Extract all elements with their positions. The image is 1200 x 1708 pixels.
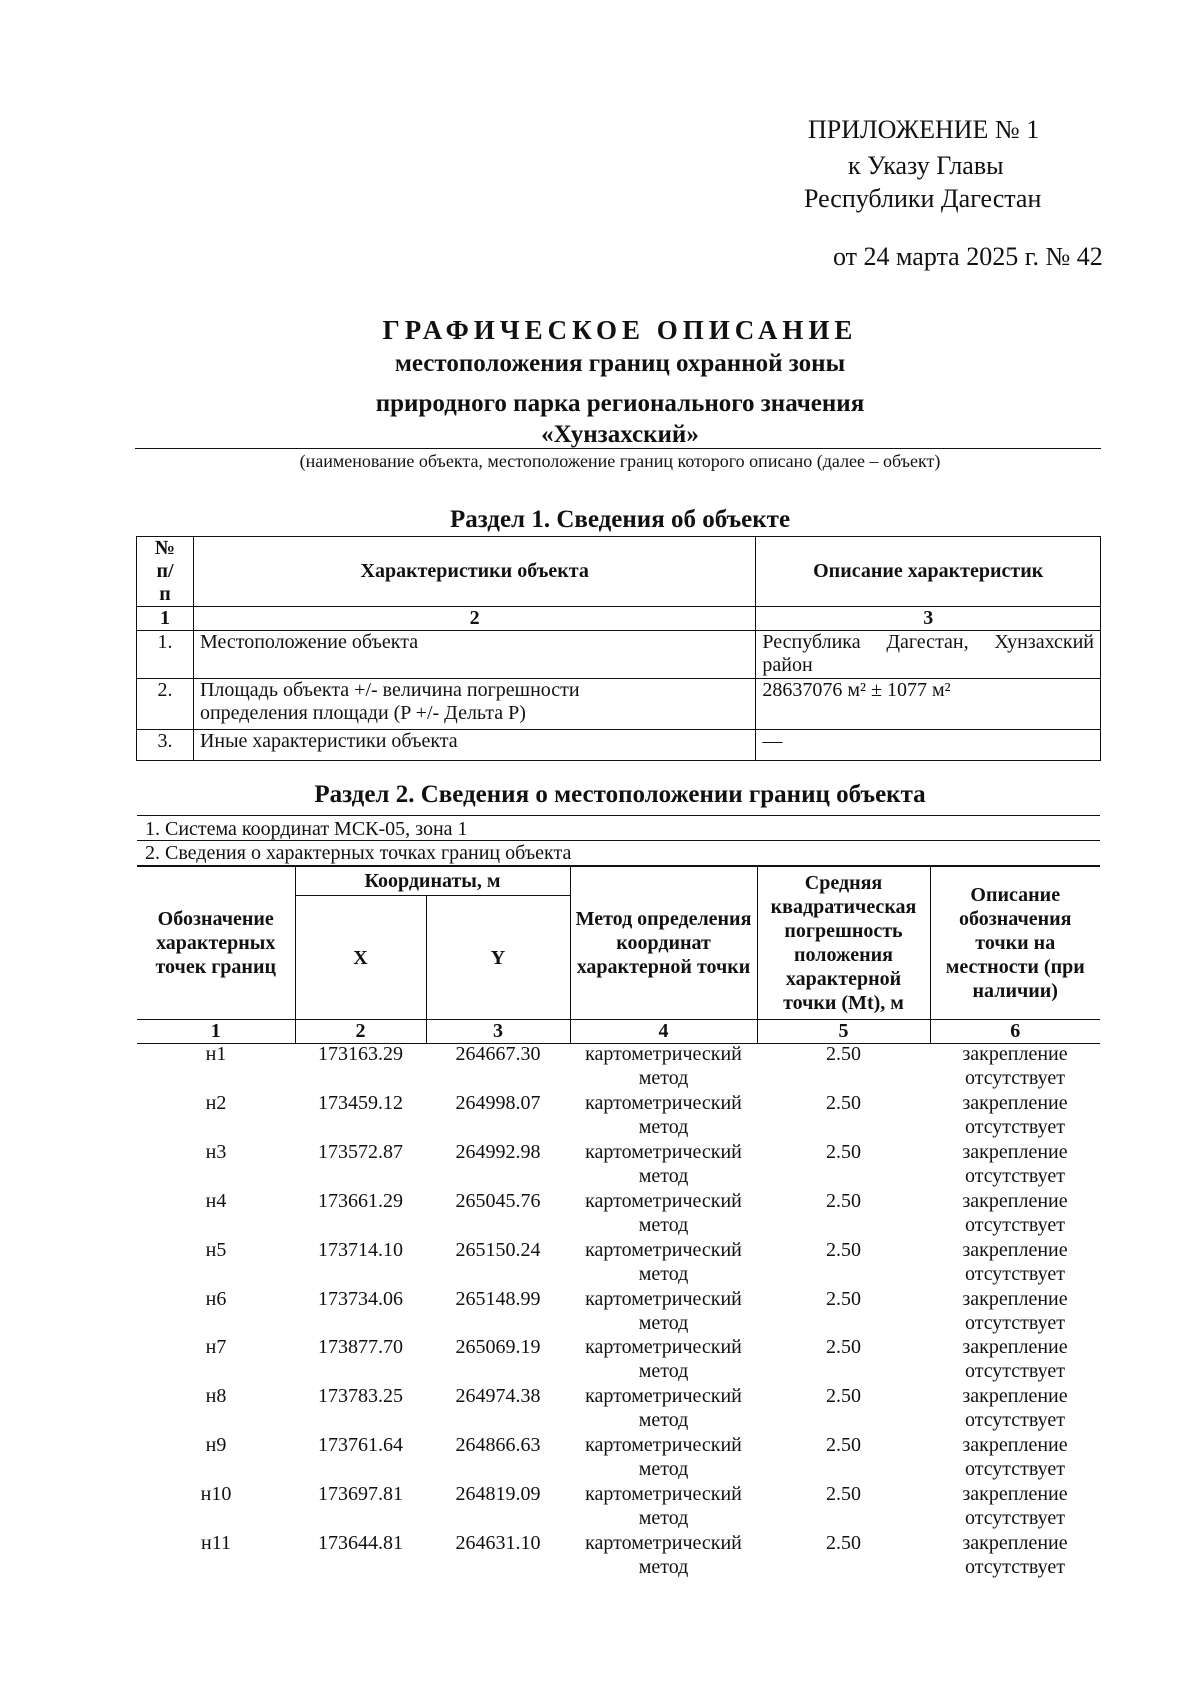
point-error: 2.50 <box>826 1532 861 1554</box>
table-row <box>137 631 1101 679</box>
point-method: картометрический метод <box>585 1532 742 1578</box>
table-row <box>137 679 1101 730</box>
characteristic-name: Иные характеристики объекта <box>193 730 755 761</box>
point-method: картометрический метод <box>585 1238 742 1285</box>
point-description: закрепление отсутствует <box>962 1532 1068 1578</box>
point-description: закрепление отсутствует <box>962 1336 1068 1383</box>
characteristic-value: Республика Дагестан, Хунзахский район <box>756 631 1101 679</box>
point-x: 173734.06 <box>318 1287 403 1310</box>
point-error: 2.50 <box>826 1238 861 1261</box>
appendix-date: от 24 марта 2025 г. № 42 <box>833 242 1103 271</box>
table-row <box>137 1189 1100 1237</box>
appendix-decree: к Указу Главы <box>848 151 1004 180</box>
point-id: н11 <box>201 1532 231 1554</box>
column-number: 3 <box>426 1020 570 1044</box>
point-x: 173459.12 <box>318 1091 403 1114</box>
point-x: 173783.25 <box>318 1385 403 1408</box>
point-description: закрепление отсутствует <box>962 1483 1068 1530</box>
table-row <box>137 1238 1100 1286</box>
point-x: 173877.70 <box>318 1336 403 1359</box>
point-description: закрепление отсутствует <box>962 1434 1068 1481</box>
row-number: 1. <box>137 631 194 679</box>
table-header-row <box>137 537 1101 607</box>
point-id: н10 <box>200 1483 232 1506</box>
point-id: н6 <box>205 1287 227 1310</box>
column-header: Характеристики объекта <box>193 537 755 607</box>
appendix-republic: Республики Дагестан <box>804 184 1042 213</box>
point-method: картометрический метод <box>585 1091 742 1138</box>
column-header: Метод определения координат характерной точки <box>570 867 757 1020</box>
column-number: 5 <box>757 1020 930 1044</box>
row-number: 3. <box>137 730 194 761</box>
point-error: 2.50 <box>826 1434 861 1457</box>
point-y: 264667.30 <box>455 1043 541 1065</box>
point-error: 2.50 <box>826 1483 861 1506</box>
point-y: 264974.38 <box>455 1385 541 1408</box>
appendix-title: ПРИЛОЖЕНИЕ № 1 <box>808 115 1040 144</box>
column-header: X <box>295 896 426 1020</box>
point-y: 264992.98 <box>455 1140 541 1163</box>
point-x: 173163.29 <box>318 1043 403 1065</box>
column-number: 2 <box>193 607 755 631</box>
table-row <box>137 1531 1100 1579</box>
column-header: Описание обозначения точки на местности (при наличии) <box>930 867 1100 1020</box>
column-number: 1 <box>137 607 194 631</box>
point-id: н5 <box>205 1238 227 1261</box>
point-description: закрепление отсутствует <box>962 1385 1068 1432</box>
point-method: картометрический метод <box>585 1385 742 1432</box>
table-row <box>137 1335 1100 1383</box>
point-method: картометрический метод <box>585 1043 742 1089</box>
characteristic-value: 28637076 м² ± 1077 м² <box>756 679 1101 730</box>
column-number: 3 <box>756 607 1101 631</box>
column-header: № п/п <box>137 537 194 607</box>
point-y: 265148.99 <box>455 1287 541 1310</box>
table-row <box>137 1287 1100 1335</box>
point-description: закрепление отсутствует <box>962 1091 1068 1138</box>
point-description: закрепление отсутствует <box>962 1238 1068 1285</box>
point-y: 264866.63 <box>455 1434 541 1457</box>
table-row <box>137 1433 1100 1481</box>
column-header: Координаты, м <box>295 867 570 896</box>
point-method: картометрический метод <box>585 1287 742 1334</box>
column-header: Обозначение характерных точек границ <box>137 867 295 1020</box>
point-id: н8 <box>205 1385 227 1408</box>
point-method: картометрический метод <box>585 1336 742 1383</box>
point-y: 265069.19 <box>455 1336 541 1359</box>
point-description: закрепление отсутствует <box>962 1189 1068 1236</box>
point-id: н2 <box>205 1091 227 1114</box>
points-header-table <box>137 866 1100 1044</box>
point-id: н7 <box>205 1336 227 1359</box>
point-description: закрепление отсутствует <box>962 1140 1068 1187</box>
title-line-2: местоположения границ охранной зоны <box>394 350 846 377</box>
point-error: 2.50 <box>826 1091 861 1114</box>
table-row <box>137 1091 1100 1139</box>
row-number: 2. <box>137 679 194 730</box>
document-title: ГРАФИЧЕСКОЕ ОПИСАНИЕ <box>382 315 858 345</box>
point-error: 2.50 <box>826 1385 861 1408</box>
table-row <box>137 730 1101 761</box>
column-number: 6 <box>930 1020 1100 1044</box>
point-error: 2.50 <box>826 1140 861 1163</box>
table-row <box>137 1042 1100 1090</box>
section1-heading: Раздел 1. Сведения об объекте <box>449 506 791 533</box>
characteristic-name: Местоположение объекта <box>193 631 755 679</box>
object-info-table <box>136 536 1101 761</box>
column-number: 1 <box>137 1020 295 1044</box>
point-method: картометрический метод <box>585 1140 742 1187</box>
column-header: Средняя квадратическая погрешность положения характерной точки (Mt), м <box>757 867 930 1020</box>
points-title: 2. Сведения о характерных точках границ объекта <box>137 840 1100 866</box>
point-description: закрепление отсутствует <box>962 1287 1068 1334</box>
coordinate-system: 1. Система координат МСК-05, зона 1 <box>137 815 1100 841</box>
column-header: Y <box>426 896 570 1020</box>
table-row <box>137 1140 1100 1188</box>
point-id: н3 <box>205 1140 227 1163</box>
point-id: н4 <box>205 1189 227 1212</box>
point-id: н1 <box>205 1043 227 1065</box>
point-id: н9 <box>205 1434 227 1457</box>
point-x: 173761.64 <box>318 1434 403 1457</box>
point-method: картометрический метод <box>585 1189 742 1236</box>
title-underline <box>135 448 1101 449</box>
column-number: 4 <box>570 1020 757 1044</box>
point-error: 2.50 <box>826 1336 861 1359</box>
point-description: закрепление отсутствует <box>962 1043 1068 1089</box>
point-error: 2.50 <box>826 1043 861 1065</box>
point-y: 264998.07 <box>455 1091 541 1114</box>
column-number-row <box>137 1020 1100 1044</box>
title-line-3: природного парка регионального значения <box>375 390 865 417</box>
column-number: 2 <box>295 1020 426 1044</box>
column-header: Описание характеристик <box>756 537 1101 607</box>
point-method: картометрический метод <box>585 1483 742 1530</box>
point-x: 173714.10 <box>318 1238 403 1261</box>
point-x: 173661.29 <box>318 1189 403 1212</box>
point-x: 173697.81 <box>318 1483 403 1506</box>
point-error: 2.50 <box>826 1189 861 1212</box>
point-y: 265150.24 <box>455 1238 541 1261</box>
table-row <box>137 1482 1100 1530</box>
characteristic-value: — <box>756 730 1101 761</box>
point-y: 265045.76 <box>455 1189 541 1212</box>
point-error: 2.50 <box>826 1287 861 1310</box>
point-x: 173644.81 <box>318 1532 403 1554</box>
point-x: 173572.87 <box>318 1140 403 1163</box>
table-row <box>137 1384 1100 1432</box>
section2-heading: Раздел 2. Сведения о местоположении границ объекта <box>314 781 926 808</box>
title-object-name: «Хунзахский» <box>541 421 699 448</box>
point-y: 264819.09 <box>455 1483 541 1506</box>
column-number-row <box>137 607 1101 631</box>
point-method: картометрический метод <box>585 1434 742 1481</box>
point-y: 264631.10 <box>455 1532 541 1554</box>
title-caption: (наименование объекта, местоположение границ которого описано (далее – объект) <box>299 451 941 471</box>
characteristic-name: Площадь объекта +/- величина погрешности определения площади (P +/- Дельта P) <box>193 679 755 730</box>
table-header-row <box>137 867 1100 896</box>
